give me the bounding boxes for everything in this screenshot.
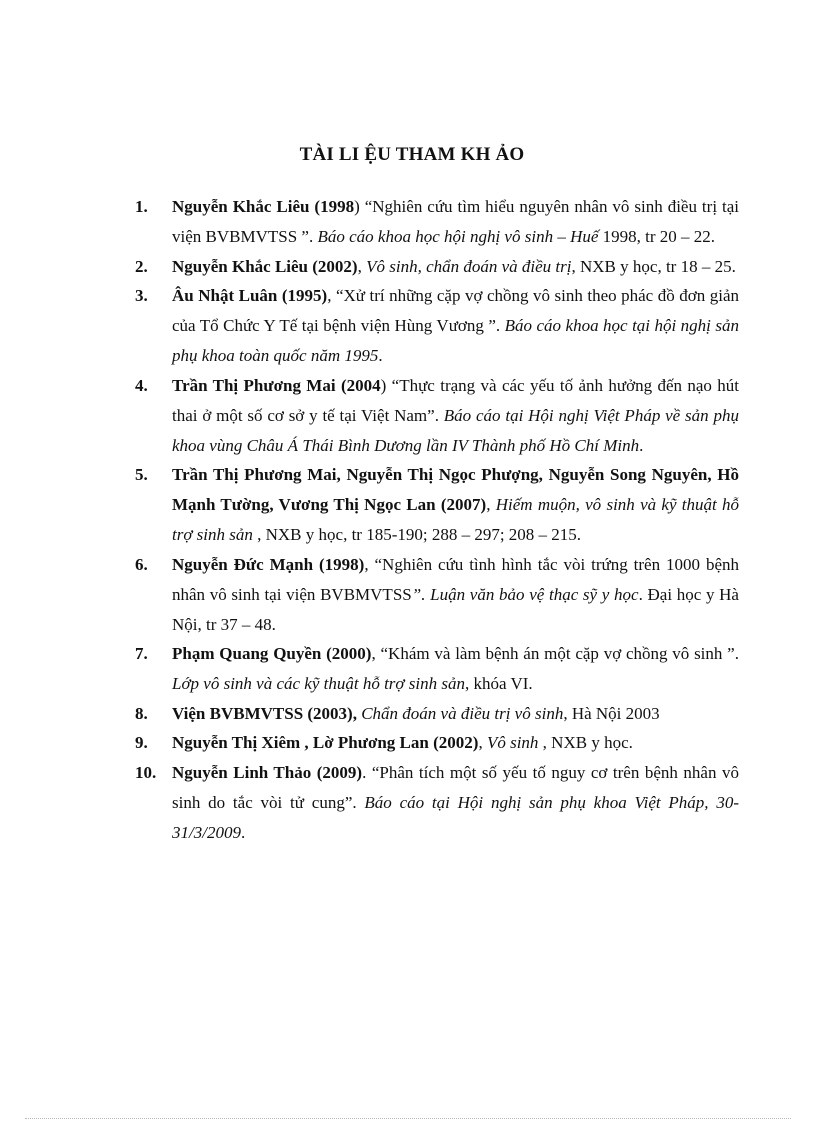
reference-item (135, 550, 739, 640)
reference-number: 5. (135, 465, 148, 484)
reference-source-title: ”. Luận văn bảo vệ thạc sỹ y học (411, 584, 639, 604)
reference-number: 3. (135, 286, 148, 305)
reference-text: , (478, 733, 487, 752)
reference-source-title: Vô sinh, chẩn đoán và điều trị (366, 256, 572, 276)
reference-author: Âu Nhật Luân (1995) (172, 286, 328, 305)
reference-author: Phạm Quang Quyền (2000) (172, 644, 372, 663)
reference-text: , NXB y học, tr 18 – 25. (571, 256, 736, 276)
reference-text: , “Khám và làm bệnh án một cặp vợ chồng vô sinh ”. (371, 644, 739, 663)
reference-source-title: Hiếm muộn, vô sinh và kỹ thuật hỗ trợ sinh sản (172, 495, 739, 544)
reference-text: ) “Nghiên cứu tìm hiểu nguyên nhân vô sinh điều trị tại viện BVBMVTSS ”. (172, 197, 739, 246)
reference-text: , NXB y học, tr 185-190; 288 – 297; 208 – 215. (252, 525, 582, 544)
reference-author: Nguyễn Thị Xiêm , Lờ Phương Lan (2002) (172, 733, 479, 752)
reference-text: . (378, 346, 383, 365)
reference-source-title: Báo cáo tại Hội nghị Việt Pháp về sản phụ khoa vùng Châu Á Thái Bình Dương lần IV Thành phố Hồ Chí Minh (172, 405, 739, 455)
reference-number: 7. (135, 644, 148, 663)
reference-author: Nguyễn Khắc Liêu (2002) (172, 256, 358, 276)
reference-author: Trần Thị Phương Mai, Nguyễn Thị Ngọc Phượng, Nguyễn Song Nguyên, Hồ Mạnh Tường, Vương Thị Ngọc Lan (2007) (172, 465, 739, 514)
reference-source-title: Vô sinh (486, 733, 539, 752)
reference-text: ) “Thực trạng và các yếu tố ảnh hưởng đến nạo hút thai ở một số cơ sở y tế tại Việt Nam”. (172, 375, 740, 425)
reference-text: , “Xử trí những cặp vợ chồng vô sinh theo phác đồ đơn giản của Tổ Chức Y Tế tại bệnh viện Hùng Vương ”. (172, 286, 739, 335)
reference-item (135, 699, 739, 729)
reference-text: . (240, 822, 246, 842)
reference-text: , Hà Nội 2003 (563, 703, 660, 723)
reference-source-title: Chẩn đoán và điều trị vô sinh (361, 703, 564, 723)
reference-text: . “Phân tích một số yếu tố nguy cơ trên bệnh nhân vô sinh do tắc vòi tử cung”. (172, 762, 739, 812)
reference-text: , khóa VI. (464, 674, 533, 693)
reference-number: 8. (135, 703, 148, 723)
page-bottom-dotted-rule (25, 1118, 791, 1119)
reference-item (135, 371, 739, 461)
page-title: TÀI LI ỆU THAM KH ẢO (299, 143, 525, 165)
reference-author: Nguyễn Khắc Liêu (1998 (172, 197, 355, 216)
reference-number: 2. (135, 256, 148, 276)
reference-item (135, 281, 739, 371)
reference-text: , NXB y học. (538, 733, 633, 752)
reference-author: Nguyễn Đức Mạnh (1998) (172, 554, 365, 574)
reference-source-title: Báo cáo khoa học tại hội nghị sản phụ khoa toàn quốc năm 1995 (172, 316, 739, 365)
reference-author: Nguyễn Linh Thảo (2009) (172, 762, 363, 782)
reference-source-title: Lớp vô sinh và các kỹ thuật hỗ trợ sinh sản (172, 674, 465, 693)
reference-item (135, 758, 739, 848)
reference-list (135, 192, 739, 847)
reference-author: Trần Thị Phương Mai (2004 (172, 375, 381, 395)
reference-item (135, 192, 739, 252)
reference-text: . (639, 435, 644, 455)
reference-text: , “Nghiên cứu tình hình tắc vòi trứng trên 1000 bệnh nhân vô sinh tại viện BVBMVTSS (172, 554, 739, 604)
reference-number: 10. (135, 762, 157, 782)
reference-number: 9. (135, 733, 148, 752)
reference-number: 6. (135, 554, 148, 574)
reference-item (135, 252, 739, 282)
reference-item (135, 728, 739, 758)
reference-source-title: Báo cáo khoa học hội nghị vô sinh – Huế (317, 227, 599, 246)
reference-author: Viện BVBMVTSS (2003), (172, 703, 357, 723)
reference-text: , (486, 495, 496, 514)
reference-item (135, 639, 739, 699)
reference-item (135, 460, 739, 550)
reference-text: , (357, 256, 367, 276)
reference-number: 4. (135, 375, 148, 395)
reference-number: 1. (135, 197, 148, 216)
reference-text: 1998, tr 20 – 22. (598, 227, 716, 246)
reference-text: . Đại học y Hà Nội, tr 37 – 48. (172, 584, 739, 634)
reference-source-title: Báo cáo tại Hội nghị sản phụ khoa Việt Pháp, 30-31/3/2009 (172, 792, 739, 842)
